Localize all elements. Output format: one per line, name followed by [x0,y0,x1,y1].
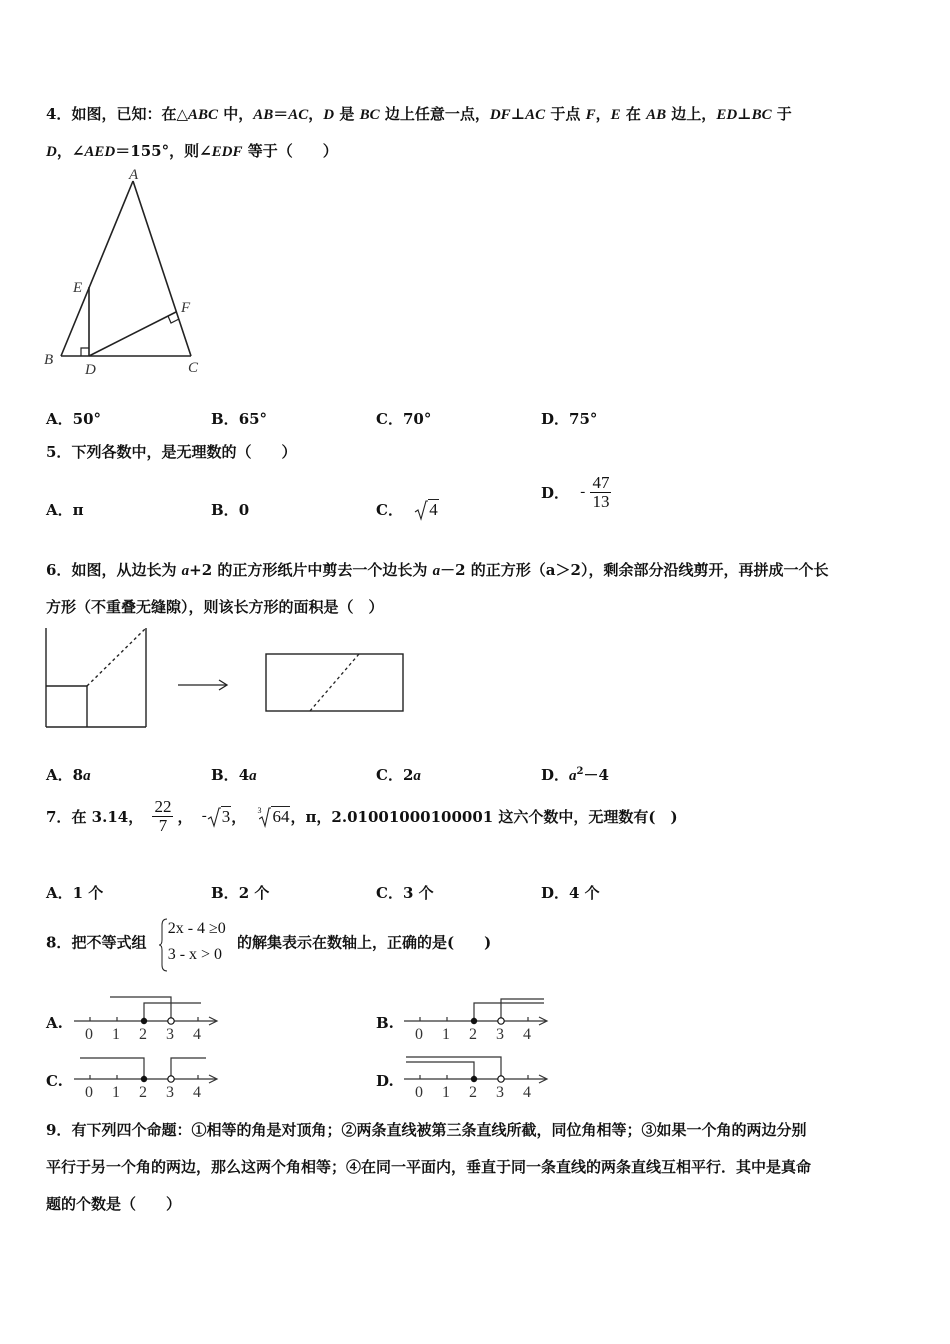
q5-option-c[interactable]: C． 4 [376,500,438,519]
q8-option-a-label[interactable]: A. [46,1014,63,1032]
svg-text:3: 3 [166,1026,174,1043]
q6-option-a[interactable]: A．8a [46,766,91,784]
q5-option-b[interactable]: B．0 [211,501,250,519]
q6-rectangle-figure [262,650,408,716]
svg-text:2: 2 [139,1026,147,1043]
q4-option-c[interactable]: C．70° [376,410,432,428]
svg-text:1: 1 [112,1084,120,1101]
q6-stem-line2: 方形（不重叠无缝隙），则该长方形的面积是（ ） [46,598,384,616]
q7-option-a[interactable]: A．1 个 [46,884,104,902]
q5-stem: 5．下列各数中，是无理数的（ ） [46,443,297,461]
q5-option-d[interactable]: D． - $\frac{47}{13}$ [541,473,610,511]
svg-text:2: 2 [469,1084,477,1101]
cube-root-sign-icon [259,806,271,828]
q8-option-c-numberline[interactable] [70,1050,230,1102]
svg-text:1: 1 [442,1084,450,1101]
inequality-1: 2x - 4 ≥0 [167,920,226,937]
svg-text:3: 3 [496,1026,504,1043]
q8-option-c-label[interactable]: C. [46,1072,63,1090]
q4-option-b[interactable]: B．65° [211,410,268,428]
q4-triangle-figure [40,165,220,380]
q8-number: 8． [46,933,72,952]
q4-stem-line2: D，∠AED＝155°，则∠EDF 等于（ ） [46,142,338,160]
q5-option-a[interactable]: A．π [46,501,84,519]
q9-stem-line2: 平行于另一个角的两边，那么这两个角相等；④在同一平面内，垂直于同一条直线的两条直线互相平行．其中是真命 [46,1158,812,1176]
q7-option-d[interactable]: D．4 个 [541,884,600,902]
right-angle-d [81,348,89,356]
q7-option-c[interactable]: C．3 个 [376,884,434,902]
q8-option-b-label[interactable]: B. [376,1014,394,1032]
q8-stem: 8．把不等式组 2x - 4 ≥0 3 - x > 0 的解集表示在数轴上，正确的是( ) [46,916,491,968]
open-point-3 [168,1018,174,1024]
svg-text:2: 2 [469,1026,477,1043]
inequality-2: 3 - x > 0 [167,946,223,963]
q7-option-b[interactable]: B．2 个 [211,884,270,902]
label-a: A [129,167,139,183]
q9-stem-line1: 9．有下列四个命题：①相等的角是对顶角；②两条直线被第三条直线所截，同位角相等；③如果一个角的两边分别 [46,1121,807,1139]
q6-option-c[interactable]: C．2a [376,766,421,784]
svg-text:4: 4 [523,1084,531,1101]
q8-option-d-numberline[interactable] [400,1050,560,1102]
svg-text:1: 1 [442,1026,450,1043]
q4-number: 4． [46,105,72,123]
q8-option-d-label[interactable]: D. [376,1072,394,1090]
q9-stem-line3: 题的个数是（ ） [46,1195,182,1213]
closed-point-2 [141,1018,147,1024]
q6-number: 6． [46,561,72,579]
q4-stem-line1: 4．如图，已知：在△ABC 中，AB＝AC，D 是 BC 边上任意一点，DF⊥AC 于点 F，E 在 AB 边上，ED⊥BC 于 [46,105,792,123]
label-f: F [181,300,191,316]
q6-option-d[interactable]: D．$a^2-4$ [541,766,609,784]
left-brace-icon [158,918,168,972]
sqrt-sign-icon [414,499,428,521]
solution-bracket-x-lt-3 [110,997,171,1021]
q6-option-b[interactable]: B．4a [211,766,257,784]
q4-option-d[interactable]: D．75° [541,410,598,428]
inequality-system [158,916,226,968]
svg-text:1: 1 [112,1026,120,1043]
q7-number: 7． [46,808,72,826]
sqrt-sign-icon [207,806,221,828]
cut-line [87,628,146,686]
svg-text:0: 0 [415,1084,423,1101]
q7-stem: 7．在 3.14， $\frac{22}{7}$ ， - 3， $^3$ 64，π，2.01001000100001 这六个数中，无理数有( ) [46,797,678,835]
q8-option-b-numberline[interactable] [400,992,560,1044]
q8-option-a-numberline[interactable] [70,992,230,1044]
label-c: C [188,360,199,376]
svg-text:3: 3 [166,1084,174,1101]
segment-df [89,312,176,356]
svg-text:4: 4 [193,1026,201,1043]
label-e: E [73,280,83,296]
label-b: B [44,352,54,368]
q9-number: 9． [46,1121,72,1139]
svg-text:0: 0 [85,1026,93,1043]
q5-number: 5． [46,443,72,461]
arrow-right-icon [176,676,231,694]
q4-option-a[interactable]: A．50° [46,410,102,428]
svg-text:0: 0 [85,1084,93,1101]
svg-text:4: 4 [193,1084,201,1101]
svg-text:3: 3 [496,1084,504,1101]
fraction-47-13: $\frac{47}{13}$ [592,473,610,511]
q6-square-figure [40,622,155,732]
fraction-22-7: $\frac{22}{7}$ [154,797,172,835]
q6-stem-line1: 6．如图，从边长为 a+2 的正方形纸片中剪去一个边长为 a－2 的正方形（a＞2），剩余部分沿线剪开，再拼成一个长 [46,561,829,579]
svg-text:4: 4 [523,1026,531,1043]
segment-ab [61,181,133,356]
svg-text:0: 0 [415,1026,423,1043]
label-d: D [85,362,96,378]
svg-text:2: 2 [139,1084,147,1101]
